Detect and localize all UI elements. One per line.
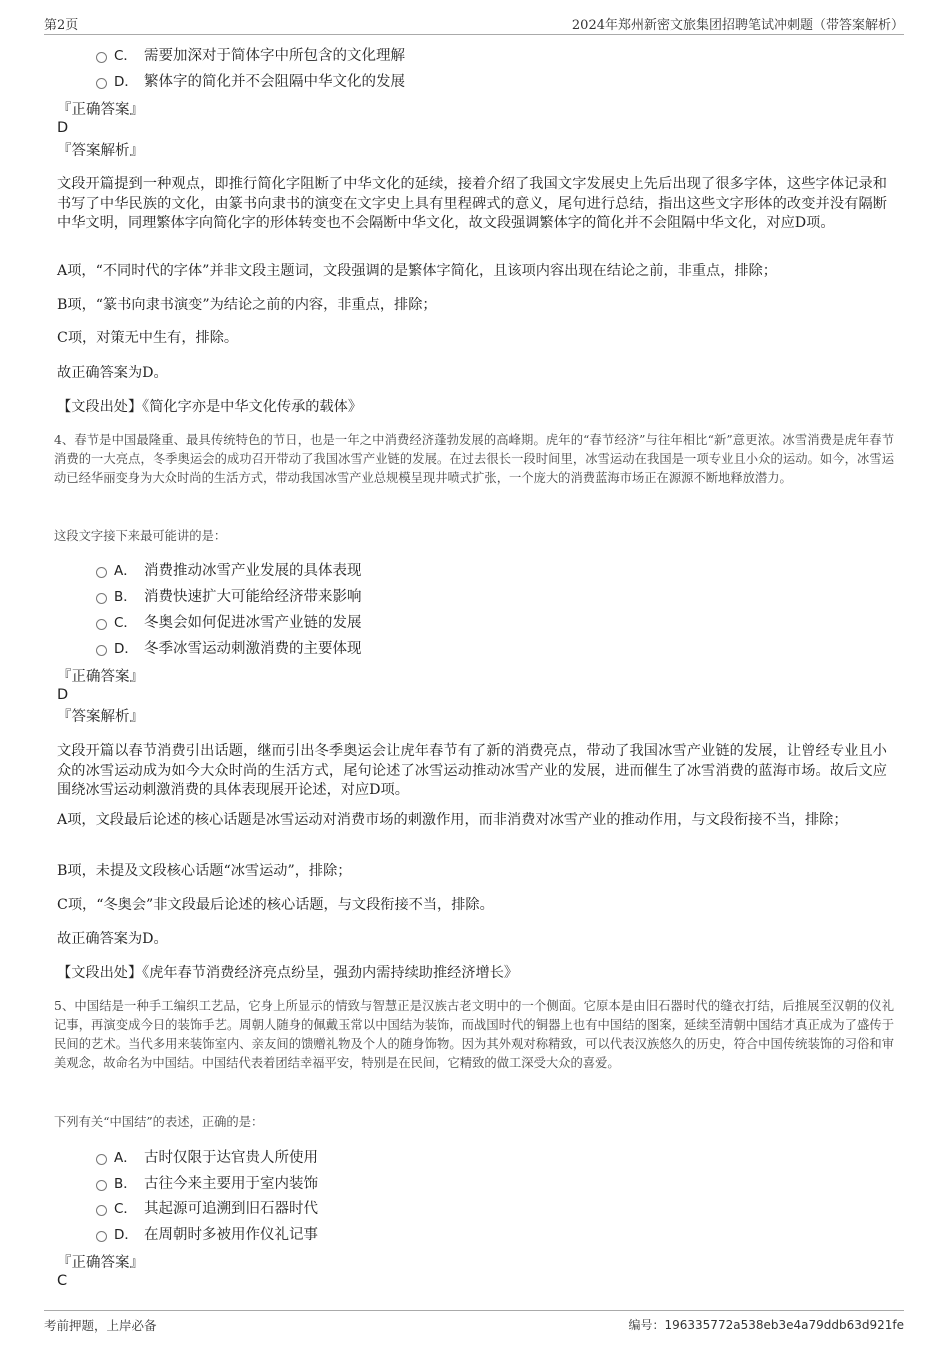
q4-stem: 4、春节是中国最隆重、最具传统特色的节日，也是一年之中消费经济蓬勃发展的高峰期。虎年的“春节经济”与往年相比“新”意更浓。冰雪消费是虎年春节消费的一大亮点，冬季奥运会的成功召开带动了我国冰雪产业链的发展。在过去很长一段时间里，冰雪运动在我国是一项专业且小众的运动。如今，冰雪运动已经华丽变身为大众时尚的生活方式，带动我国冰雪产业总规模呈现井喷式扩张，一个庞大的消费蓝海市场正在源源不断地释放潜力。: [54, 433, 894, 485]
radio-icon[interactable]: [96, 593, 107, 604]
q5-option-a[interactable]: A． 古时仅限于达官贵人所使用: [96, 1148, 318, 1168]
q3-option-c[interactable]: C． 需要加深对于简体字中所包含的文化理解: [96, 46, 405, 66]
page-header: [44, 14, 904, 35]
q3-analysis-c: C项，对策无中生有，排除。: [57, 330, 239, 346]
q3-source: 【文段出处】《简化字亦是中华文化传承的载体》: [57, 399, 363, 415]
page-number: 第2页: [44, 18, 79, 33]
q4-analysis-c: C项，“冬奥会”非文段最后论述的核心话题，与文段衔接不当，排除。: [57, 897, 494, 913]
radio-icon[interactable]: [96, 645, 107, 656]
q5-answer: C: [57, 1273, 68, 1289]
footer-slogan: 考前押题，上岸必备: [44, 1318, 157, 1333]
q3-analysis-b: B项，“篆书向隶书演变”为结论之前的内容，非重点，排除；: [57, 297, 437, 313]
q5-answer-label: 『正确答案』: [57, 1255, 144, 1271]
q4-answer-label: 『正确答案』: [57, 669, 144, 685]
radio-icon[interactable]: [96, 1180, 107, 1191]
q4-option-d[interactable]: D． 冬季冰雪运动刺激消费的主要体现: [96, 639, 362, 659]
q3-analysis-a: A项，“不同时代的字体”并非文段主题词，文段强调的是繁体字简化，且该项内容出现在结论之前，非重点，排除；: [57, 263, 777, 279]
radio-icon[interactable]: [96, 78, 107, 89]
page-footer: [44, 1310, 904, 1339]
q4-option-c[interactable]: C． 冬奥会如何促进冰雪产业链的发展: [96, 613, 362, 633]
radio-icon[interactable]: [96, 619, 107, 630]
q3-analysis-label: 『答案解析』: [57, 143, 144, 159]
q4-answer: D: [57, 687, 69, 703]
radio-icon[interactable]: [96, 1154, 107, 1165]
q4-analysis-a: A项，文段最后论述的核心话题是冰雪运动对消费市场的刺激作用，而非消费对冰雪产业的推动作用，与文段衔接不当，排除；: [57, 812, 848, 828]
q4-question: 这段文字接下来最可能讲的是：: [54, 529, 227, 543]
radio-icon[interactable]: [96, 1205, 107, 1216]
q4-option-b[interactable]: B． 消费快速扩大可能给经济带来影响: [96, 587, 362, 607]
q4-option-a[interactable]: A． 消费推动冰雪产业发展的具体表现: [96, 561, 362, 581]
q4-analysis-b: B项，未提及文段核心话题“冰雪运动”，排除；: [57, 863, 352, 879]
radio-icon[interactable]: [96, 1231, 107, 1242]
document-id: 编号：196335772a538eb3e4a79ddb63d921fe: [628, 1318, 904, 1332]
q3-analysis-main: 文段开篇提到一种观点，即推行简化字阻断了中华文化的延续，接着介绍了我国文字发展史上先后出现了很多字体，这些字体记录和书写了中华民族的文化，由篆书向隶书的演变在文字史上具有里程碑式的意义，尾句进行总结，指出这些文字形体的改变并没有隔断中华文明，同理繁体字向简化字的形体转变也不会隔断中华文化，故文段强调繁体字的简化并不会阻隔中华文化，对应D项。: [57, 176, 887, 231]
radio-icon[interactable]: [96, 567, 107, 578]
q5-option-d[interactable]: D． 在周朝时多被用作仪礼记事: [96, 1225, 318, 1245]
q5-stem: 5、中国结是一种手工编织工艺品，它身上所显示的情致与智慧正是汉族古老文明中的一个侧面。它原本是由旧石器时代的缝衣打结，后推展至汉朝的仪礼记事，再演变成今日的装饰手艺。周朝人随身的佩戴玉常以中国结为装饰，而战国时代的铜器上也有中国结的图案，延续至清朝中国结才真正成为了盛传于民间的艺术。当代多用来装饰室内、亲友间的馈赠礼物及个人的随身饰物。因为其外观对称精致，可以代表汉族悠久的历史，符合中国传统装饰的习俗和审美观念，故命名为中国结。中国结代表着团结幸福平安，特别是在民间，它精致的做工深受大众的喜爱。: [54, 999, 894, 1070]
q3-answer: D: [57, 120, 69, 136]
q5-question: 下列有关“中国结”的表述，正确的是：: [54, 1115, 264, 1129]
radio-icon[interactable]: [96, 52, 107, 63]
q4-source: 【文段出处】《虎年春节消费经济亮点纷呈，强劲内需持续助推经济增长》: [57, 965, 519, 981]
document-title: 2024年郑州新密文旅集团招聘笔试冲刺题（带答案解析）: [571, 18, 904, 33]
q4-analysis-label: 『答案解析』: [57, 709, 144, 725]
q3-option-d[interactable]: D． 繁体字的简化并不会阻隔中华文化的发展: [96, 72, 405, 92]
q3-answer-label: 『正确答案』: [57, 102, 144, 118]
q4-analysis-conclusion: 故正确答案为D。: [57, 931, 168, 947]
q3-analysis-conclusion: 故正确答案为D。: [57, 365, 168, 381]
q5-option-c[interactable]: C． 其起源可追溯到旧石器时代: [96, 1199, 318, 1219]
q4-analysis-main: 文段开篇以春节消费引出话题，继而引出冬季奥运会让虎年春节有了新的消费亮点，带动了我国冰雪产业链的发展，让曾经专业且小众的冰雪运动成为如今大众时尚的生活方式，尾句论述了冰雪运动推动冰雪产业的发展，进而催生了冰雪消费的蓝海市场。故后文应围绕冰雪运动刺激消费的具体表现展开论述，对应D项。: [57, 743, 887, 798]
q5-option-b[interactable]: B． 古往今来主要用于室内装饰: [96, 1174, 318, 1194]
